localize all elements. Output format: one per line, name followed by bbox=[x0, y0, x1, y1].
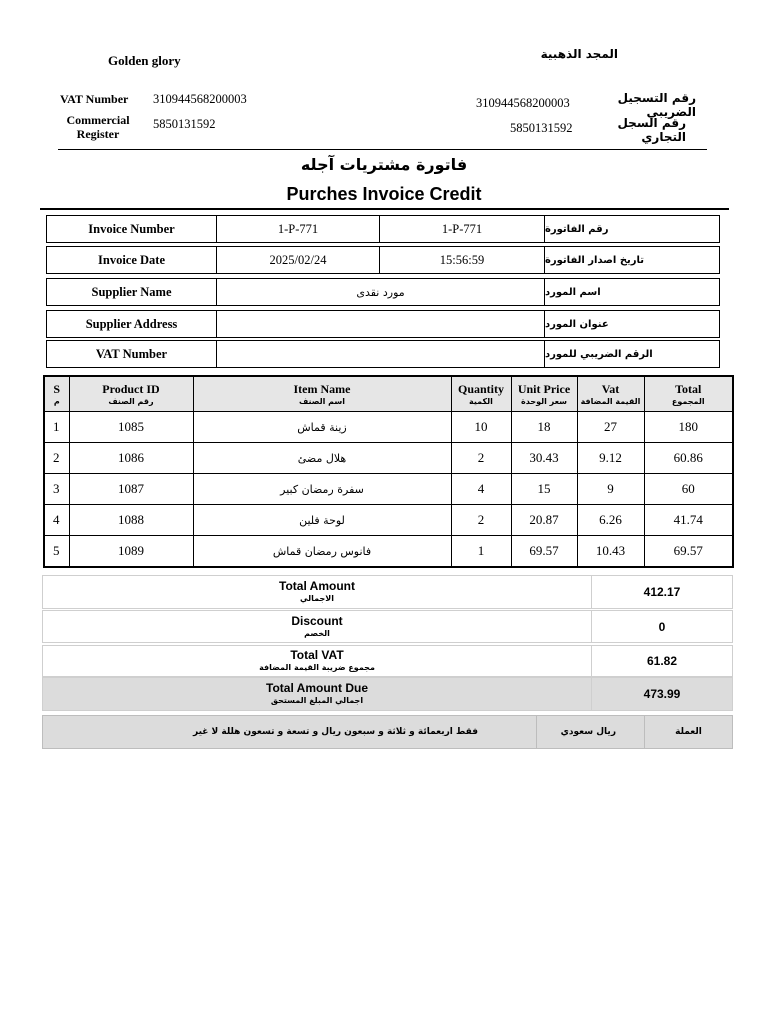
total-vat-row bbox=[42, 645, 733, 677]
cell-total: 180 bbox=[644, 412, 733, 443]
invoice-number-label: Invoice Number bbox=[46, 215, 217, 243]
supplier-name-label: Supplier Name bbox=[46, 278, 217, 306]
cell-product-id: 1086 bbox=[69, 443, 193, 474]
total-vat-label: Total VAT مجموع ضريبة القيمة المضافة bbox=[43, 646, 592, 676]
cell-vat: 9.12 bbox=[577, 443, 644, 474]
cell-item-name: سفرة رمضان كبير bbox=[193, 474, 451, 505]
discount-label: Discount الخصم bbox=[43, 611, 592, 642]
cell-s: 5 bbox=[44, 536, 69, 568]
total-due-value: 473.99 bbox=[643, 687, 681, 701]
col-header-product-id: Product ID رقم الصنف bbox=[69, 376, 193, 412]
invoice-date-label: Invoice Date bbox=[46, 246, 217, 274]
currency-value: ريال سعودي bbox=[537, 716, 645, 748]
invoice-title-en: Purches Invoice Credit bbox=[286, 184, 482, 204]
amount-in-words-row bbox=[42, 715, 733, 749]
invoice-number-label-ar: رقم الفاتورة bbox=[544, 215, 720, 243]
invoice-date-label-ar: تاريخ اصدار الفاتورة bbox=[544, 246, 720, 274]
table-row bbox=[44, 443, 733, 474]
supplier-address-label: Supplier Address bbox=[46, 310, 217, 338]
cell-product-id: 1089 bbox=[69, 536, 193, 568]
cell-unit-price: 20.87 bbox=[511, 505, 577, 536]
col-header-total: Total المجموع bbox=[644, 376, 733, 412]
items-table bbox=[43, 375, 734, 568]
vat-value-en: 310944568200003 bbox=[153, 92, 247, 106]
cell-quantity: 2 bbox=[451, 505, 511, 536]
cr-label-ar: رقم السجل التجاري bbox=[617, 116, 686, 144]
supplier-address-label-ar: عنوان المورد bbox=[544, 310, 720, 338]
company-name-ar: المجد الذهبية bbox=[540, 47, 618, 61]
col-header-unit-price: Unit Price سعر الوحدة bbox=[511, 376, 577, 412]
cell-s: 4 bbox=[44, 505, 69, 536]
cell-total: 69.57 bbox=[644, 536, 733, 568]
table-row bbox=[44, 536, 733, 568]
cell-unit-price: 15 bbox=[511, 474, 577, 505]
invoice-date-row bbox=[46, 246, 720, 274]
total-vat-value: 61.82 bbox=[646, 654, 678, 668]
cr-value-ar-side: 5850131592 bbox=[510, 121, 573, 135]
invoice-number-value: 1-P-771 bbox=[216, 215, 380, 243]
supplier-vat-value bbox=[216, 340, 545, 368]
invoice-number-row bbox=[46, 215, 720, 243]
supplier-vat-label-ar: الرقم الضريبي للمورد bbox=[544, 340, 720, 368]
discount-value: 0 bbox=[658, 619, 666, 634]
cell-vat: 27 bbox=[577, 412, 644, 443]
cell-quantity: 2 bbox=[451, 443, 511, 474]
cr-value-en: 5850131592 bbox=[153, 117, 216, 131]
invoice-time-value: 15:56:59 bbox=[379, 246, 545, 274]
total-due-label: Total Amount Due اجمالي المبلغ المستحق bbox=[43, 678, 592, 710]
col-header-vat: Vat القيمة المضافة bbox=[577, 376, 644, 412]
title-divider bbox=[40, 208, 729, 210]
vat-label-ar: رقم التسجيل الضريبي bbox=[617, 91, 696, 119]
cell-unit-price: 69.57 bbox=[511, 536, 577, 568]
cell-vat: 10.43 bbox=[577, 536, 644, 568]
cell-product-id: 1087 bbox=[69, 474, 193, 505]
cell-unit-price: 30.43 bbox=[511, 443, 577, 474]
col-header-s: S م bbox=[44, 376, 69, 412]
supplier-name-label-ar: اسم المورد bbox=[544, 278, 720, 306]
cell-quantity: 1 bbox=[451, 536, 511, 568]
header-divider bbox=[58, 149, 707, 150]
cr-label-en: Commercial Register bbox=[66, 113, 130, 141]
supplier-address-row bbox=[46, 310, 720, 338]
vat-value-ar-side: 310944568200003 bbox=[476, 96, 570, 110]
total-due-row bbox=[42, 677, 733, 711]
col-header-quantity: Quantity الكمية bbox=[451, 376, 511, 412]
supplier-address-value bbox=[216, 310, 545, 338]
invoice-date-value: 2025/02/24 bbox=[216, 246, 380, 274]
cell-quantity: 4 bbox=[451, 474, 511, 505]
cell-quantity: 10 bbox=[451, 412, 511, 443]
cell-total: 41.74 bbox=[644, 505, 733, 536]
cell-total: 60 bbox=[644, 474, 733, 505]
cell-product-id: 1088 bbox=[69, 505, 193, 536]
supplier-vat-label: VAT Number bbox=[46, 340, 217, 368]
supplier-name-row bbox=[46, 278, 720, 306]
cell-item-name: هلال مضئ bbox=[193, 443, 451, 474]
company-name-en: Golden glory bbox=[108, 53, 181, 68]
invoice-title-ar: فاتورة مشتريات آجله bbox=[300, 155, 468, 174]
table-row bbox=[44, 474, 733, 505]
items-header-row bbox=[44, 376, 733, 412]
supplier-name-value: مورد نقدى bbox=[216, 278, 545, 306]
cell-total: 60.86 bbox=[644, 443, 733, 474]
invoice-number-value-2: 1-P-771 bbox=[379, 215, 545, 243]
cell-s: 3 bbox=[44, 474, 69, 505]
cell-s: 2 bbox=[44, 443, 69, 474]
currency-label: العملة bbox=[675, 727, 702, 737]
table-row bbox=[44, 412, 733, 443]
col-header-item-name: Item Name اسم الصنف bbox=[193, 376, 451, 412]
cell-product-id: 1085 bbox=[69, 412, 193, 443]
total-amount-label: Total Amount الاجمالي bbox=[43, 576, 592, 608]
cell-item-name: لوحة فلين bbox=[193, 505, 451, 536]
amount-in-words: فقط اربعمائة و ثلاثة و سبعون ريال و تسعة و تسعون هللة لا غير bbox=[43, 716, 537, 748]
vat-label-en: VAT Number bbox=[60, 92, 129, 106]
total-amount-value: 412.17 bbox=[643, 585, 681, 599]
cell-s: 1 bbox=[44, 412, 69, 443]
cell-item-name: زينة قماش bbox=[193, 412, 451, 443]
table-row bbox=[44, 505, 733, 536]
cell-unit-price: 18 bbox=[511, 412, 577, 443]
discount-row bbox=[42, 610, 733, 643]
cell-vat: 9 bbox=[577, 474, 644, 505]
cell-vat: 6.26 bbox=[577, 505, 644, 536]
supplier-vat-row bbox=[46, 340, 720, 368]
total-amount-row bbox=[42, 575, 733, 609]
cell-item-name: فانوس رمضان قماش bbox=[193, 536, 451, 568]
